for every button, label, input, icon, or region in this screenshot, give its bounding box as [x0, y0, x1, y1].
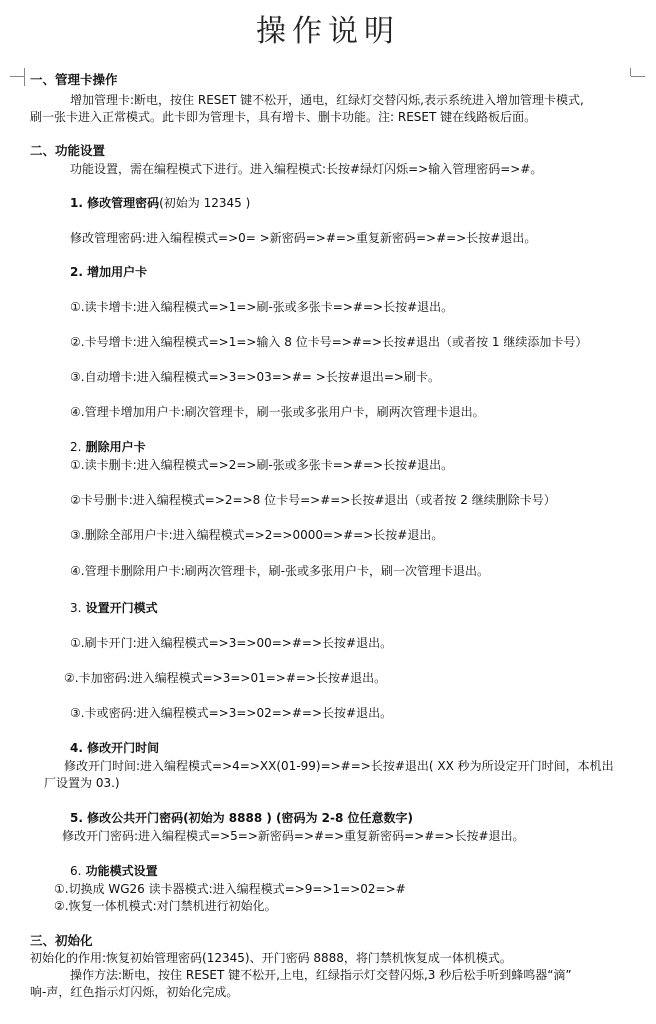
list-item: ①.读卡删卡:进入编程模式=>2=>刷-张或多张卡=>#=>长按#退出。 [70, 458, 454, 472]
subsection-heading [70, 810, 413, 826]
subsection-number: 6. [70, 864, 82, 878]
subsection-heading [70, 740, 159, 756]
subsection-title: 增加用户卡 [87, 265, 148, 279]
subsection-title: 设置开门模式 [85, 601, 158, 615]
subsection-title: 删除用户卡 [85, 440, 146, 454]
margin-corner-mark [631, 76, 645, 77]
subsection-title: 功能模式设置 [85, 864, 158, 878]
subsection-heading [70, 195, 250, 211]
paragraph-line: 功能设置，需在编程模式下进行。进入编程模式:长按#绿灯闪烁=>输入管理密码=>#。 [70, 162, 543, 176]
list-item: ①.刷卡开门:进入编程模式=>3=>00=>#=>长按#退出。 [70, 636, 393, 650]
list-item: ④.管理卡删除用户卡:刷两次管理卡，刷-张或多张用户卡，刷一次管理卡退出。 [70, 564, 489, 578]
subsection-title: 修改公共开门密码(初始为 8888 ) (密码为 2-8 位任意数字) [87, 811, 414, 825]
page-title: 操作说明 [256, 14, 400, 49]
section-heading: 一、管理卡操作 [30, 72, 118, 87]
paragraph-line: 初始化的作用:恢复初始管理密码(12345)、开门密码 8888，将门禁机恢复成一体机模式。 [30, 951, 512, 965]
subsection-number: 4. [70, 741, 83, 755]
list-item: ①.读卡增卡:进入编程模式=>1=>刷-张或多张卡=>#=>长按#退出。 [70, 300, 454, 314]
list-item: ②.恢复一体机模式:对门禁机进行初始化。 [54, 899, 277, 913]
margin-corner-mark [630, 68, 631, 76]
margin-corner-mark [24, 68, 25, 86]
section-heading: 三、初始化 [30, 933, 93, 948]
subsection-number: 3. [70, 601, 82, 615]
list-item: ④.管理卡增加用户卡:刷次管理卡，刷一张或多张用户卡，刷两次管理卡退出。 [70, 405, 485, 419]
section-heading: 二、功能设置 [30, 143, 106, 158]
subsection-note: (初始为 12345 ) [159, 196, 251, 210]
paragraph-line: 刷一张卡进入正常模式。此卡即为管理卡，具有增卡、删卡功能。注: RESET 键在线路板后面。 [30, 110, 537, 124]
list-item: ②.卡加密码:进入编程模式=>3=>01=>#=>长按#退出。 [64, 671, 387, 685]
subsection-number: 2. [70, 440, 82, 454]
paragraph-line: 修改开门密码:进入编程模式=>5=>新密码=>#=>重复新密码=>#=>长按#退出。 [62, 829, 525, 843]
list-item: ③.删除全部用户卡:进入编程模式=>2=>0000=>#=>长按#退出。 [70, 528, 444, 542]
paragraph-line: 厂设置为 03.) [44, 776, 120, 790]
list-item: ③.卡或密码:进入编程模式=>3=>02=>#=>长按#退出。 [70, 706, 393, 720]
paragraph-line: 操作方法:断电，按住 RESET 键不松开,上电，红绿指示灯交替闪烁,3 秒后松手听到蜂鸣器“滴” [70, 968, 572, 982]
list-item: ③.自动增卡:进入编程模式=>3=>03=>#= >长按#退出=>刷卡。 [70, 370, 440, 384]
subsection-number: 1. [70, 196, 83, 210]
list-item: ②卡号删卡:进入编程模式=>2=>8 位卡号=>#=>长按#退出（或者按 2 继续删除卡号） [70, 493, 556, 507]
paragraph-line: 修改管理密码:进入编程模式=>0= >新密码=>#=>重复新密码=>#=>长按#退出。 [70, 231, 537, 245]
subsection-number: 5. [70, 811, 83, 825]
paragraph-line: 响-声，红色指示灯闪烁，初始化完成。 [30, 985, 239, 999]
margin-corner-mark [10, 76, 24, 77]
list-item: ②.卡号增卡:进入编程模式=>1=>输入 8 位卡号=>#=>长按#退出（或者按 1 继续添加卡号） [70, 335, 588, 349]
subsection-title: 修改管理密码 [87, 196, 160, 210]
subsection-heading [70, 439, 146, 455]
subsection-heading [70, 264, 147, 280]
paragraph-line: 增加管理卡:断电，按住 RESET 键不松开，通电，红绿灯交替闪烁,表示系统进入增加管理卡模式, [70, 93, 584, 107]
subsection-number: 2. [70, 265, 83, 279]
paragraph-line: 修改开门时间:进入编程模式=>4=>XX(01-99)=>#=>长按#退出( XX 秒为所设定开门时间，本机出 [64, 759, 614, 773]
subsection-heading [70, 600, 158, 616]
subsection-title: 修改开门时间 [87, 741, 160, 755]
list-item: ①.切换成 WG26 读卡器模式:进入编程模式=>9=>1=>02=># [54, 882, 406, 896]
subsection-heading [70, 863, 158, 879]
